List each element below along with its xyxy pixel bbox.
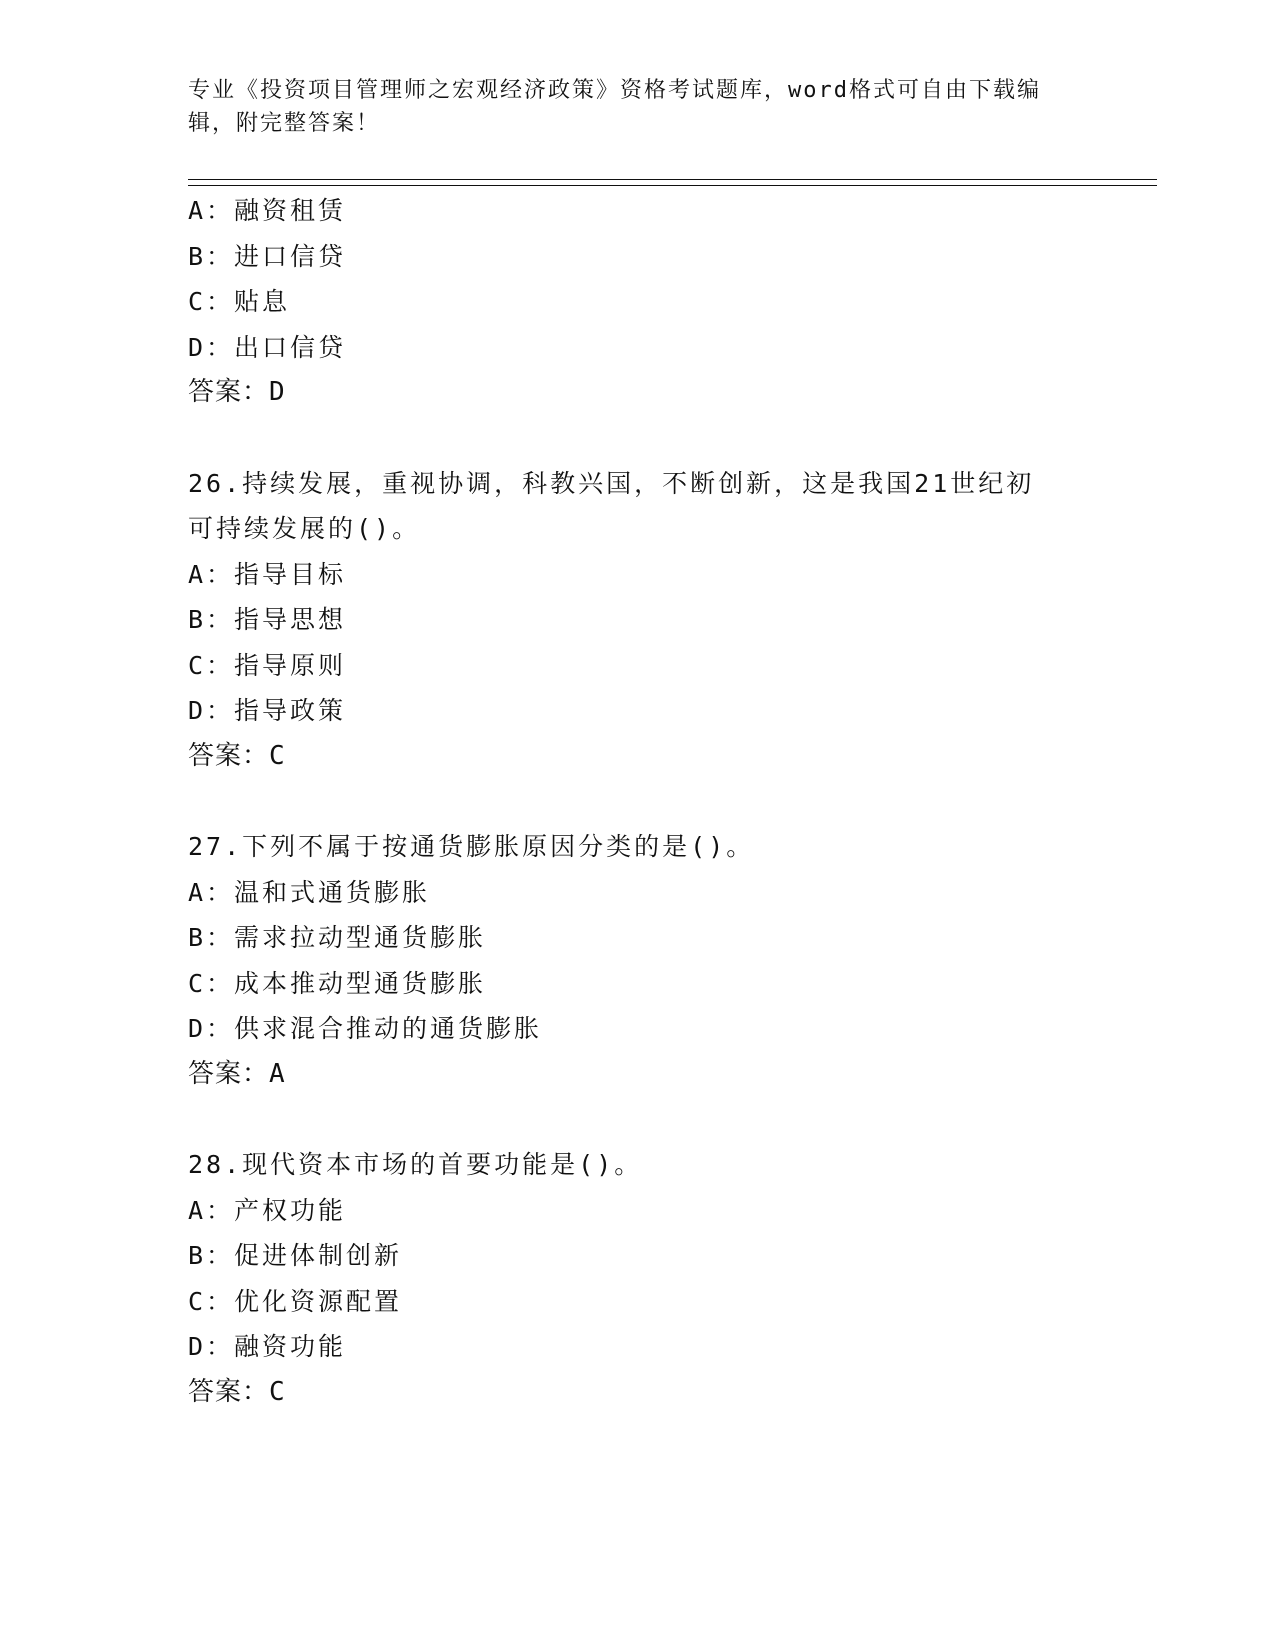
option-a: A：温和式通货膨胀: [188, 877, 431, 907]
question-26-block: [188, 461, 1118, 780]
option-a: A：产权功能: [188, 1195, 347, 1225]
question-stem-line-1: 27.下列不属于按通货膨胀原因分类的是()。: [188, 832, 755, 861]
option-d: D：融资功能: [188, 1332, 347, 1361]
header-divider-bottom: [188, 185, 1157, 186]
header-line-1: 专业《投资项目管理师之宏观经济政策》资格考试题库，word格式可自由下载编: [188, 78, 1041, 103]
question-spacer: [188, 779, 1118, 824]
option-b: B：进口信贷: [188, 241, 347, 271]
option-a: A：指导目标: [188, 559, 347, 589]
answer-label: 答案：C: [188, 1376, 286, 1407]
question-stem-line-1: 26.持续发展，重视协调，科教兴国，不断创新，这是我国21世纪初: [188, 468, 1035, 498]
option-d: D：出口信贷: [188, 332, 347, 362]
option-b: B：促进体制创新: [188, 1241, 403, 1270]
question-stem-line-2: 可持续发展的()。: [188, 514, 421, 543]
option-b: B：指导思想: [188, 605, 347, 634]
option-c: C：成本推动型通货膨胀: [188, 968, 487, 998]
question-25-block: [188, 188, 1118, 416]
question-spacer: [188, 416, 1118, 461]
answer-label: 答案：D: [188, 377, 286, 407]
option-c: C：贴息: [188, 287, 291, 316]
header-divider-top: [188, 179, 1157, 180]
question-27-block: [188, 824, 1118, 1097]
answer-label: 答案：A: [188, 1058, 286, 1089]
header-line-2: 辑，附完整答案！: [188, 111, 381, 136]
option-c: C：优化资源配置: [188, 1286, 403, 1316]
question-list: [188, 188, 1118, 1415]
option-d: D：供求混合推动的通货膨胀: [188, 1014, 543, 1043]
option-c: C：指导原则: [188, 650, 347, 680]
option-d: D：指导政策: [188, 696, 347, 725]
option-b: B：需求拉动型通货膨胀: [188, 923, 487, 952]
document-header: [188, 74, 1088, 140]
answer-label: 答案：C: [188, 740, 286, 771]
question-stem-line-1: 28.现代资本市场的首要功能是()。: [188, 1150, 643, 1179]
option-a: A：融资租赁: [188, 196, 347, 225]
question-28-block: [188, 1142, 1118, 1415]
question-spacer: [188, 1097, 1118, 1142]
